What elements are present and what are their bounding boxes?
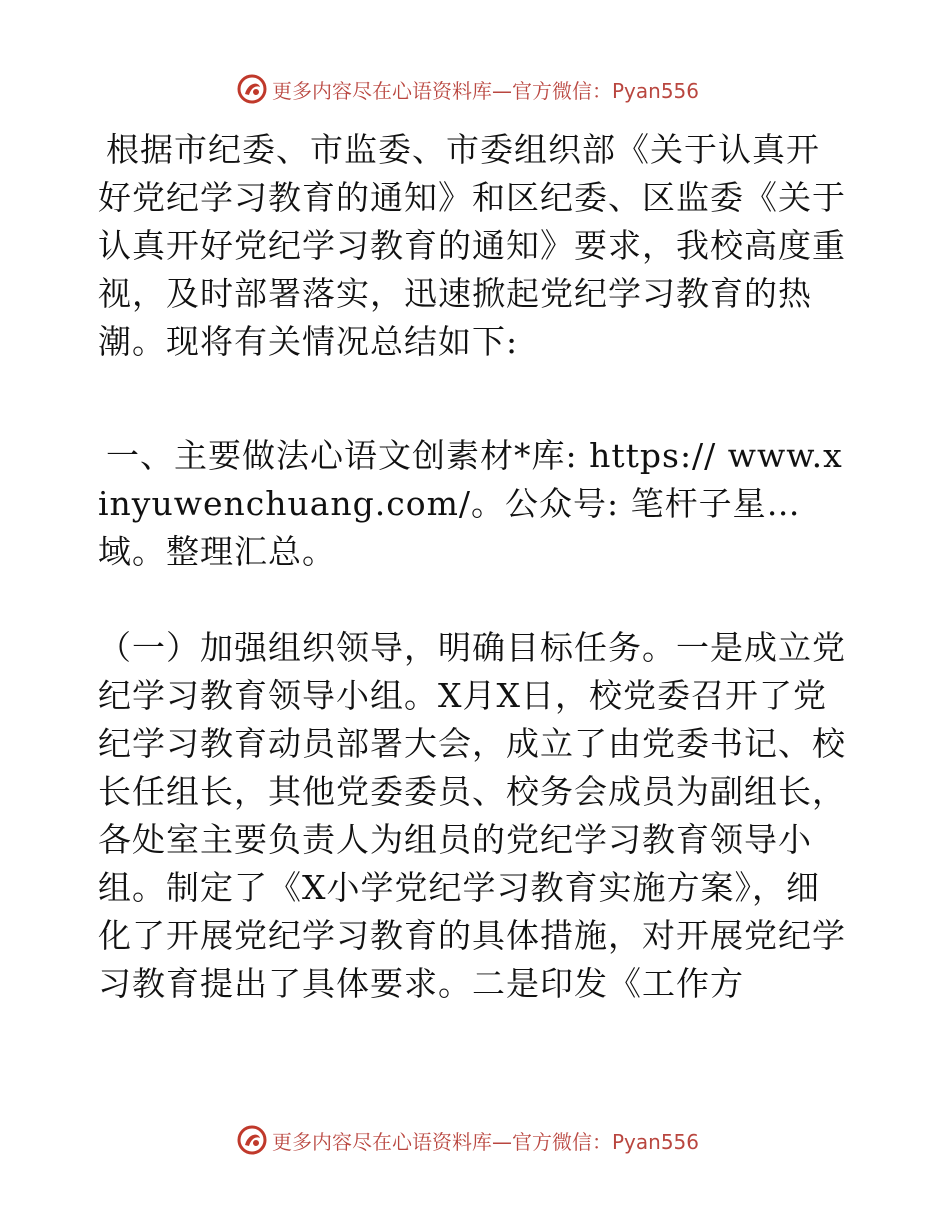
logo-icon — [236, 1124, 268, 1156]
document-body — [98, 120, 858, 1110]
section-paragraph: （一）加强组织领导，明确目标任务。一是成立党纪学习教育领导小组。X月X日，校党委召开了党纪学习教育动员部署大会，成立了由党委书记、校长任组长，其他党委委员、校务会成员为副组长，各处室主要负责人为组员的党纪学习教育领导小组。制定了《X小学党纪学习教育实施方案》，细化了开展党纪学习教育的具体措施，对开展党纪学习教育提出了具体要求。二是印发《工作方 — [98, 628, 846, 1003]
logo-icon — [236, 73, 268, 105]
header-banner — [236, 72, 699, 106]
banner-text: 更多内容尽在心语资料库—官方微信：Pyan556 — [272, 78, 700, 103]
section-heading: 一、主要做法心语文创素材*库: https:// www.xinyuwenchuang.com/。公众号: 笔杆子星…域。整理汇总。 — [98, 436, 843, 571]
intro-paragraph: 根据市纪委、市监委、市委组织部《关于认真开好党纪学习教育的通知》和区纪委、区监委《关于认真开好党纪学习教育的通知》要求，我校高度重视，及时部署落实，迅速掀起党纪学习教育的热潮。现将有关情况总结如下: — [98, 130, 846, 361]
banner-text: 更多内容尽在心语资料库—官方微信：Pyan556 — [272, 1129, 700, 1154]
footer-banner — [236, 1123, 699, 1157]
